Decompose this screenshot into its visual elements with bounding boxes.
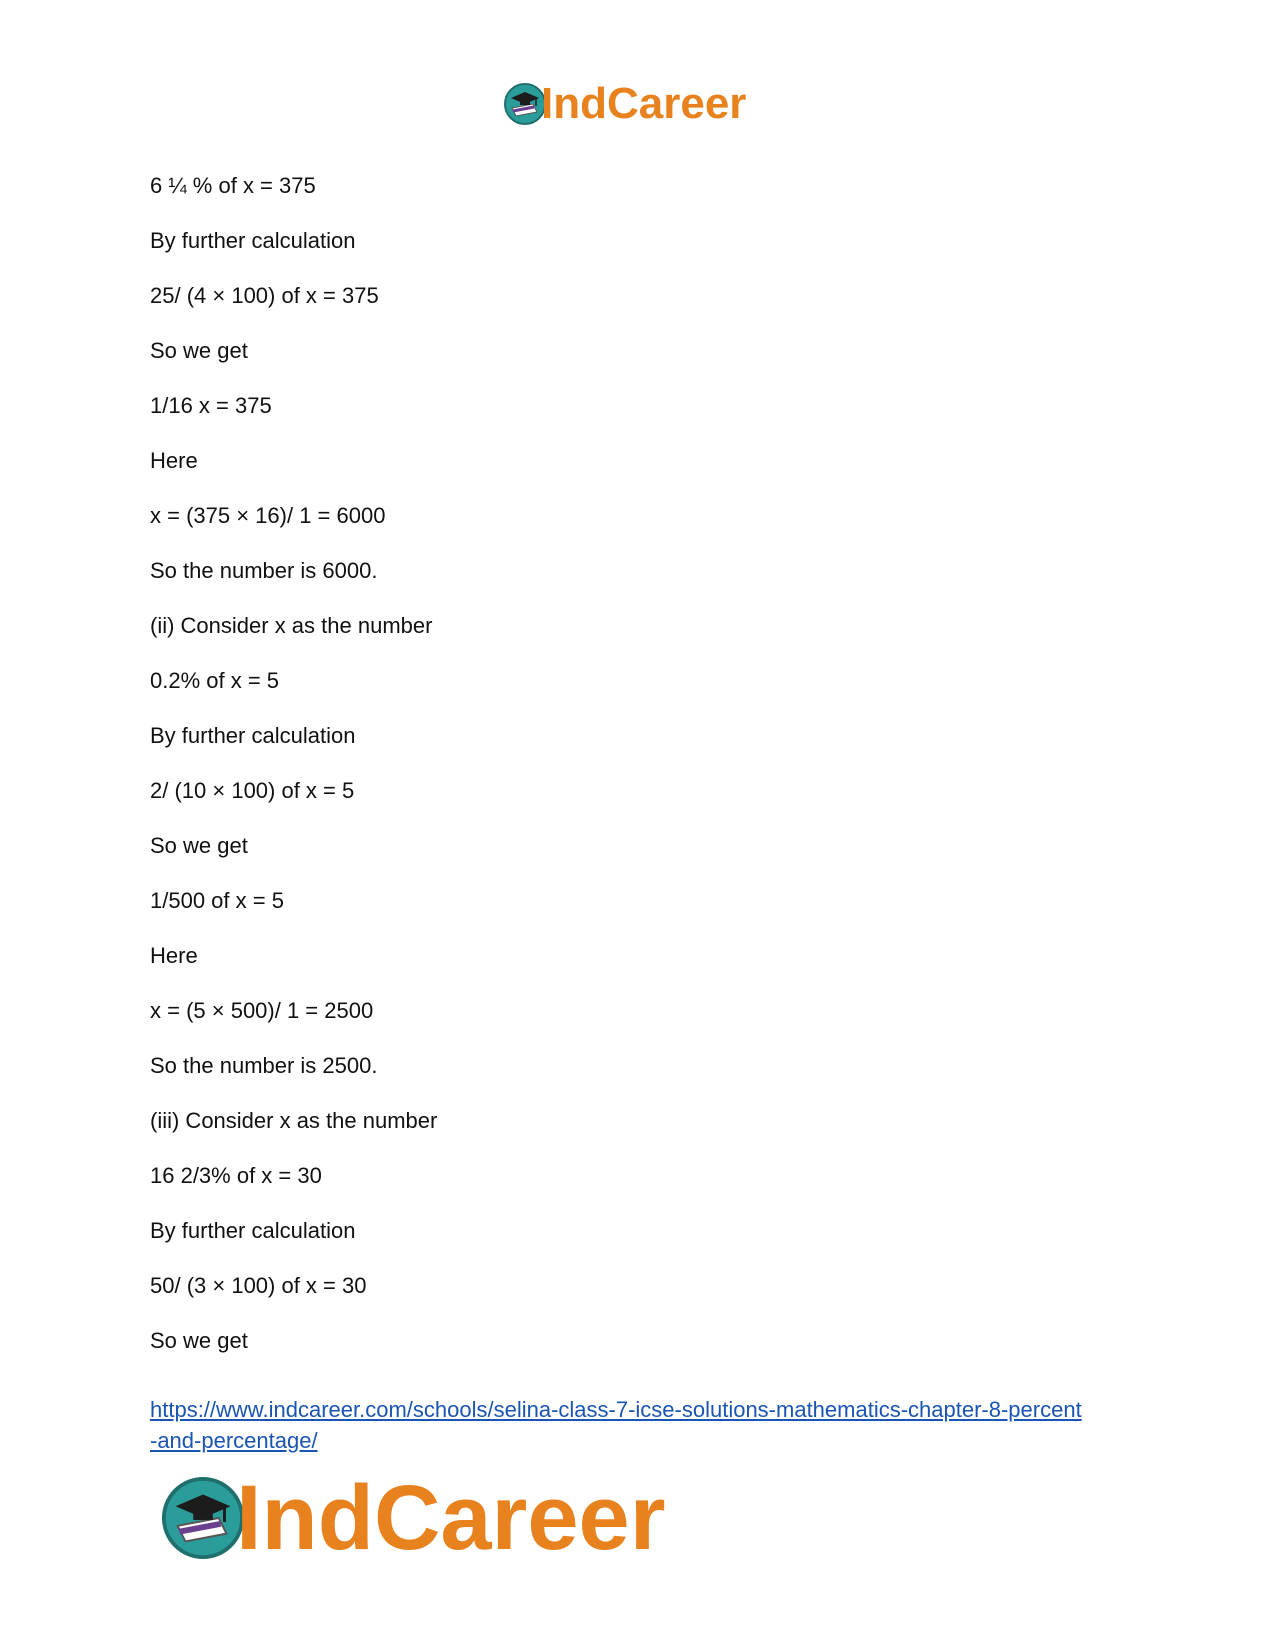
logo-text: IndCareer bbox=[236, 1467, 666, 1569]
content-line: (iii) Consider x as the number bbox=[150, 1108, 438, 1133]
source-link-block bbox=[150, 1394, 1130, 1456]
header-logo bbox=[503, 80, 746, 128]
content-line: 50/ (3 × 100) of x = 30 bbox=[150, 1273, 367, 1298]
content-line: So the number is 6000. bbox=[150, 558, 378, 583]
solution-content bbox=[150, 173, 1130, 1383]
content-line: 6 ¼ % of x = 375 bbox=[150, 173, 316, 198]
content-line: By further calculation bbox=[150, 1218, 356, 1243]
content-line: 1/500 of x = 5 bbox=[150, 888, 284, 913]
content-line: Here bbox=[150, 943, 198, 968]
content-line: 0.2% of x = 5 bbox=[150, 668, 280, 693]
content-line: So the number is 2500. bbox=[150, 1053, 378, 1078]
logo-text: IndCareer bbox=[541, 79, 747, 128]
content-line: By further calculation bbox=[150, 723, 356, 748]
content-line: 1/16 x = 375 bbox=[150, 393, 272, 418]
content-line: So we get bbox=[150, 833, 248, 858]
graduation-cap-book-icon bbox=[160, 1475, 246, 1561]
content-line: x = (5 × 500)/ 1 = 2500 bbox=[150, 998, 374, 1023]
content-line: 2/ (10 × 100) of x = 5 bbox=[150, 778, 355, 803]
content-line: 25/ (4 × 100) of x = 375 bbox=[150, 283, 379, 308]
content-line: 16 2/3% of x = 30 bbox=[150, 1163, 322, 1188]
source-link[interactable] bbox=[150, 1397, 1082, 1453]
source-link-line-2: -and-percentage/ bbox=[150, 1428, 318, 1453]
content-line: x = (375 × 16)/ 1 = 6000 bbox=[150, 503, 386, 528]
content-line: (ii) Consider x as the number bbox=[150, 613, 433, 638]
content-line: So we get bbox=[150, 338, 248, 363]
footer-logo bbox=[160, 1468, 666, 1568]
content-line: By further calculation bbox=[150, 228, 356, 253]
content-line: Here bbox=[150, 448, 198, 473]
content-line: So we get bbox=[150, 1328, 248, 1353]
source-link-line-1: https://www.indcareer.com/schools/selina-class-7-icse-solutions-mathematics-chapter-8-percent bbox=[150, 1397, 1082, 1422]
